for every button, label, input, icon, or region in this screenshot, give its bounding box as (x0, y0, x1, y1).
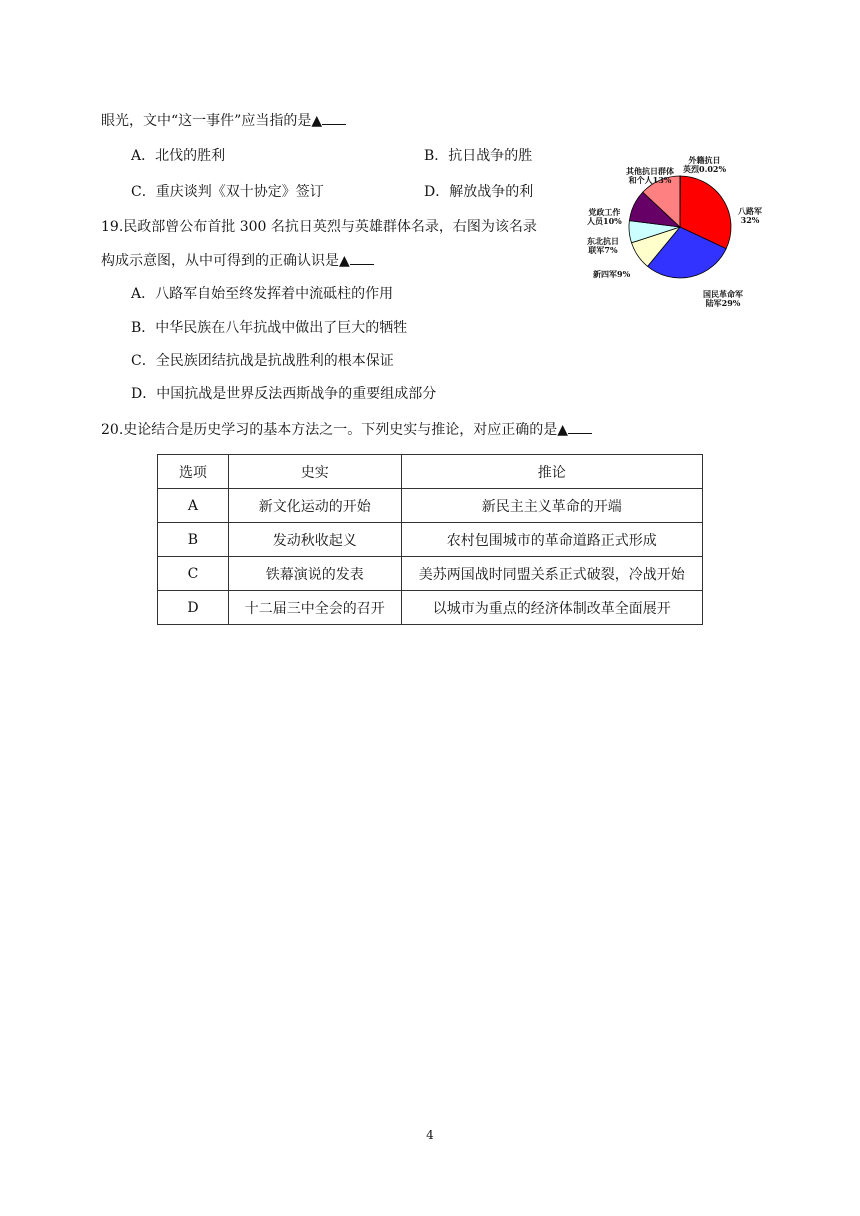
q18-option-d: D．解放战争的利 (424, 184, 534, 200)
q20-stem (101, 419, 592, 440)
pie-svg (583, 150, 783, 310)
pie-label-northeast (587, 237, 619, 255)
history-table (157, 454, 703, 625)
pie-label-eighth-route-l1: 八路军 (738, 206, 762, 216)
pie-label-kmt-l2: 陆军29% (705, 298, 741, 308)
martyrs-pie-chart (583, 150, 783, 310)
cell-inference: 农村包围城市的革命道路正式形成 (401, 523, 702, 557)
pie-label-kmt (703, 290, 743, 308)
pie-label-party-gov-l1: 党政工作 (588, 207, 621, 217)
answer-marker: ▲ (557, 422, 569, 438)
pie-slice-foreign (680, 176, 681, 227)
cell-fact: 发动秋收起义 (228, 523, 401, 557)
table-header-row (158, 455, 703, 489)
cell-fact: 新文化运动的开始 (228, 489, 401, 523)
q19-option-b: B．中华民族在八年抗战中做出了巨大的牺牲 (131, 320, 408, 336)
cell-inference: 美苏两国战时同盟关系正式破裂，冷战开始 (401, 557, 702, 591)
answer-blank (568, 419, 592, 434)
pie-label-other-l2: 和个人13% (628, 175, 672, 185)
q19-stem-line1: 19.民政部曾公布首批 300 名抗日英烈与英雄群体名录，右图为该名录 (101, 219, 537, 235)
pie-label-foreign-l1: 外籍抗日 (688, 155, 721, 165)
header-option: 选项 (158, 455, 229, 489)
q19-option-c: C．全民族团结抗战是抗战胜利的根本保证 (131, 353, 394, 369)
q18-option-b: B．抗日战争的胜 (424, 148, 533, 164)
q19-option-a: A．八路军自始至终发挥着中流砥柱的作用 (131, 286, 394, 302)
pie-label-northeast-l1: 东北抗日 (587, 236, 619, 246)
pie-label-other-l1: 其他抗日群体 (626, 166, 674, 176)
cell-option: D (158, 591, 229, 625)
pie-label-party-gov-l2: 人员10% (587, 216, 622, 226)
q18-option-c: C．重庆谈判《双十协定》签订 (131, 184, 324, 200)
answer-blank (322, 110, 346, 125)
q18-stem-text: 眼光，文中“这一事件”应当指的是 (101, 113, 312, 129)
q19-stem-line2 (101, 250, 374, 271)
table-row (158, 523, 703, 557)
pie-label-kmt-l1: 国民革命军 (703, 289, 743, 299)
cell-option: C (158, 557, 229, 591)
pie-label-new-fourth-l1: 新四军9% (593, 269, 631, 279)
table-row (158, 557, 703, 591)
cell-inference: 新民主主义革命的开端 (401, 489, 702, 523)
table-row (158, 489, 703, 523)
pie-label-new-fourth (593, 270, 630, 279)
cell-fact: 十二届三中全会的召开 (228, 591, 401, 625)
pie-label-eighth-route (738, 207, 762, 225)
cell-fact: 铁幕演说的发表 (228, 557, 401, 591)
q20-stem-text: 20.史论结合是历史学习的基本方法之一。下列史实与推论，对应正确的是 (101, 422, 558, 438)
pie-label-eighth-route-l2: 32% (740, 215, 760, 225)
cell-inference: 以城市为重点的经济体制改革全面展开 (401, 591, 702, 625)
cell-option: B (158, 523, 229, 557)
header-inference: 推论 (401, 455, 702, 489)
q19-option-d: D．中国抗战是世界反法西斯战争的重要组成部分 (131, 386, 437, 402)
pie-label-foreign-l2: 英烈0.02% (683, 164, 727, 174)
q18-stem-tail (101, 110, 346, 131)
pie-label-northeast-l2: 联军7% (588, 245, 618, 255)
answer-marker: ▲ (339, 253, 350, 269)
q19-stem-text: 构成示意图，从中可得到的正确认识是 (101, 253, 339, 269)
header-fact: 史实 (228, 455, 401, 489)
page-number: 4 (426, 1128, 434, 1142)
cell-option: A (158, 489, 229, 523)
pie-label-other (626, 167, 674, 185)
table-row (158, 591, 703, 625)
answer-marker: ▲ (311, 113, 323, 129)
q18-option-a: A．北伐的胜利 (131, 148, 226, 164)
pie-label-foreign (683, 156, 726, 174)
answer-blank (350, 250, 374, 265)
pie-label-party-gov (587, 208, 622, 226)
